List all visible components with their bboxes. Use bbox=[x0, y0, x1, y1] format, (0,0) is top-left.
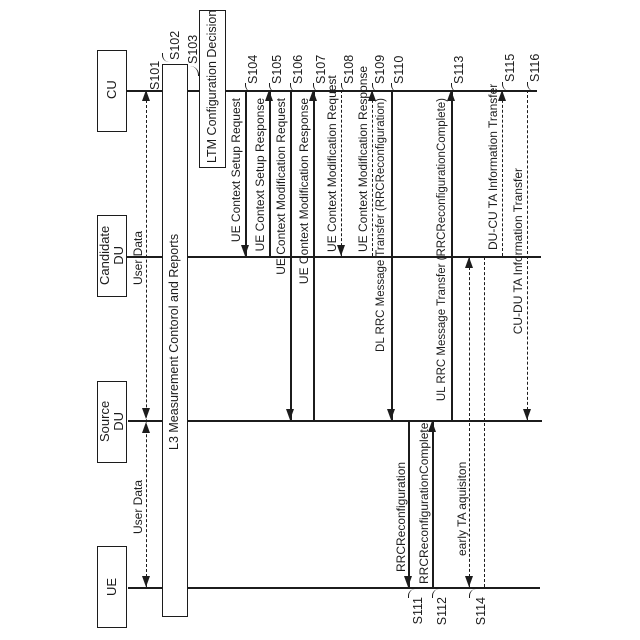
message-label-user-data-upper: User Data bbox=[131, 230, 145, 285]
step-marker-s114: S114 bbox=[474, 597, 488, 626]
message-line-s104 bbox=[245, 90, 247, 256]
message-line-s105 bbox=[269, 90, 271, 256]
step-marker-s102: S102 bbox=[168, 30, 182, 60]
leader-s112 bbox=[432, 589, 439, 598]
message-line-s112 bbox=[432, 421, 434, 587]
message-line-s101 bbox=[146, 90, 147, 587]
step-marker-s112: S112 bbox=[435, 597, 449, 626]
entity-label-source-du: Source DU bbox=[97, 400, 126, 442]
step-marker-s109: S109 bbox=[373, 54, 387, 84]
message-line-s114-right bbox=[484, 257, 485, 587]
step-marker-s101: S101 bbox=[148, 60, 162, 90]
step-marker-s110: S110 bbox=[392, 55, 406, 84]
arrowhead-s106 bbox=[286, 409, 294, 420]
message-line-s115 bbox=[502, 90, 503, 256]
message-label-s109: UE Context Modification Response bbox=[356, 65, 370, 252]
message-line-s110 bbox=[391, 90, 393, 420]
step-marker-s116: S116 bbox=[528, 53, 542, 82]
procedure-label-s103: LTM Configuration Decision bbox=[205, 9, 219, 163]
message-label-s113: UL RRC Message Transfer (RRCReconfigurationComplete) bbox=[436, 98, 448, 402]
message-label-s106: UE Context Modification Request bbox=[274, 98, 288, 275]
arrowhead-s101-at-cu bbox=[142, 90, 150, 101]
arrowhead-s101-at-source-du-top bbox=[142, 408, 150, 419]
entity-label-cu: CU bbox=[104, 80, 119, 99]
message-line-s114-left bbox=[469, 257, 470, 587]
message-line-s106 bbox=[290, 90, 292, 420]
message-label-s104: UE Context Setup Request bbox=[229, 98, 243, 243]
lifeline-source-du bbox=[128, 420, 542, 422]
arrowhead-s110 bbox=[387, 409, 395, 420]
message-line-s116 bbox=[527, 90, 528, 420]
message-line-s108 bbox=[341, 90, 342, 256]
arrowhead-s101-at-ue bbox=[142, 576, 150, 587]
step-marker-s107: S107 bbox=[314, 54, 328, 84]
step-marker-s104: S104 bbox=[246, 54, 260, 84]
arrowhead-s111 bbox=[404, 576, 412, 587]
arrowhead-s116 bbox=[523, 409, 531, 420]
message-label-s110: DL RRC Message Transfer (RRCReconfiguration) bbox=[375, 98, 387, 352]
procedure-label-s102: L3 Measurement Contorol and Reports bbox=[167, 233, 181, 450]
message-label-s115: DU-CU TA Information Transfer bbox=[486, 83, 500, 250]
step-marker-s111: S111 bbox=[411, 597, 425, 625]
message-label-user-data-lower: User Data bbox=[131, 479, 145, 534]
message-line-s113 bbox=[451, 90, 453, 420]
lifeline-ue bbox=[128, 587, 540, 589]
message-line-s109 bbox=[372, 90, 373, 256]
message-line-s107 bbox=[313, 90, 315, 420]
message-label-s112: RRCReconfigurationComplete bbox=[417, 422, 431, 584]
step-marker-s106: S106 bbox=[291, 54, 305, 84]
arrowhead-s101-at-source-du-bottom bbox=[142, 422, 150, 433]
lifeline-candidate-du bbox=[127, 256, 541, 258]
message-label-s111: RRCReconfiguration bbox=[394, 461, 408, 572]
arrowhead-s114-at-candidate-du bbox=[465, 257, 473, 268]
leader-s102 bbox=[162, 53, 169, 62]
message-label-s108: UE Context Modification Request bbox=[325, 75, 339, 252]
entity-label-candidate-du: Candidate DU bbox=[97, 225, 126, 285]
step-marker-s115: S115 bbox=[503, 53, 517, 82]
arrowhead-s114-at-ue bbox=[465, 576, 473, 587]
message-label-s107: UE Context Modification Response bbox=[297, 98, 311, 285]
leader-s103 bbox=[190, 66, 199, 76]
message-label-s114: early TA aquisiton bbox=[455, 461, 469, 556]
step-marker-s113: S113 bbox=[452, 55, 466, 84]
entity-label-ue: UE bbox=[104, 577, 119, 596]
arrowhead-s104 bbox=[241, 245, 249, 256]
leader-s114 bbox=[469, 589, 476, 598]
step-marker-s103: S103 bbox=[186, 34, 200, 64]
message-label-s105: UE Context Setup Response bbox=[253, 98, 267, 252]
message-line-s111 bbox=[408, 420, 410, 587]
step-marker-s108: S108 bbox=[342, 54, 356, 84]
message-label-s116: CU-DU TA Information Transfer bbox=[511, 168, 525, 335]
step-marker-s105: S105 bbox=[270, 54, 284, 84]
leader-s111 bbox=[408, 589, 415, 598]
